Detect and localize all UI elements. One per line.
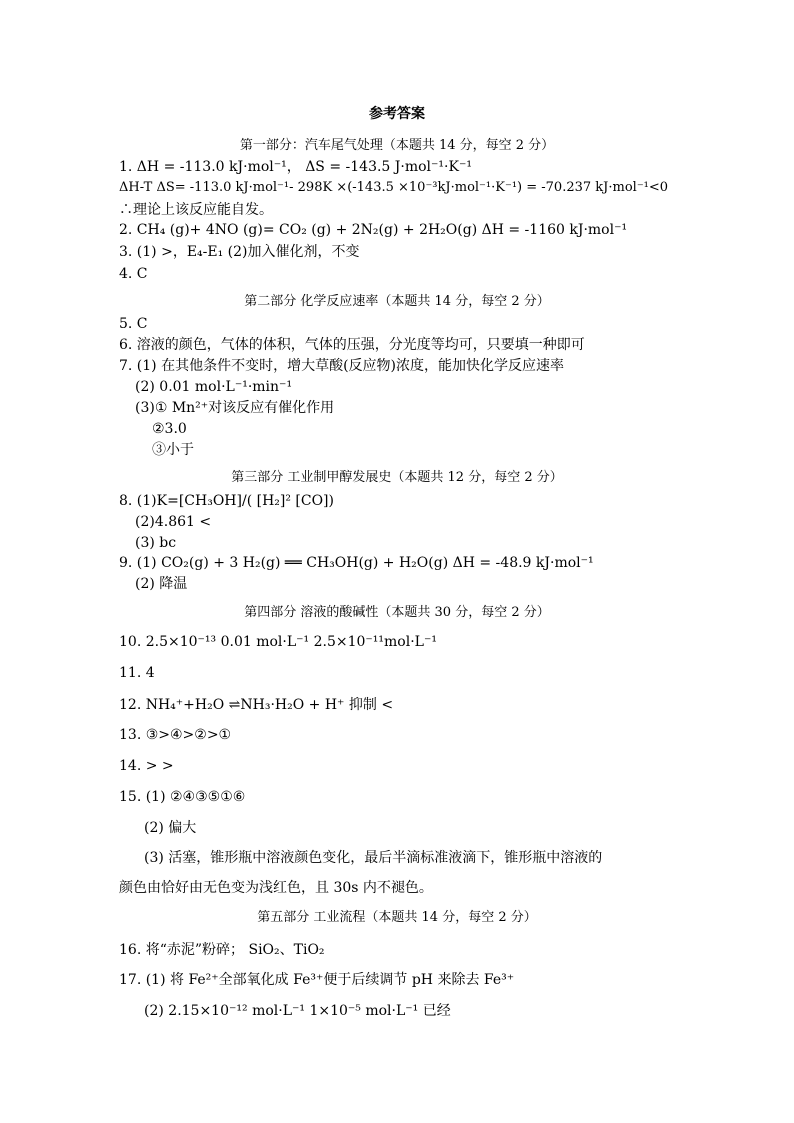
- answer-line: (3) 活塞，锥形瓶中溶液颜色变化，最后半滴标准液滴下，锥形瓶中溶液的: [144, 850, 603, 866]
- answer-line: 3. (1) >，E₄-E₁ (2)加入催化剂，不变: [119, 244, 360, 260]
- answer-line: 5. C: [119, 316, 148, 332]
- answer-line: 11. 4: [119, 665, 155, 681]
- answer-line: 16. 将“赤泥”粉碎； SiO₂、TiO₂: [119, 942, 325, 958]
- answer-line: 17. (1) 将 Fe²⁺全部氧化成 Fe³⁺便于后续调节 pH 来除去 Fe³⁺: [119, 972, 515, 988]
- answer-line: (2) 0.01 mol·L⁻¹·min⁻¹: [135, 379, 293, 395]
- section-2-heading: 第二部分 化学反应速率（本题共 14 分，每空 2 分）: [244, 294, 550, 309]
- answer-line: ③小于: [152, 442, 194, 458]
- answer-line: (2) 偏大: [144, 820, 197, 836]
- answer-line: 9. (1) CO₂(g) + 3 H₂(g) ══ CH₃OH(g) + H₂O(g) ΔH = -48.9 kJ·mol⁻¹: [119, 555, 594, 571]
- answer-line: (3)① Mn²⁺对该反应有催化作用: [135, 400, 335, 416]
- answer-line: 7. (1) 在其他条件不变时，增大草酸(反应物)浓度，能加快化学反应速率: [119, 358, 565, 374]
- answer-line: 15. (1) ②④③⑤①⑥: [119, 789, 246, 805]
- answer-line: (2) 2.15×10⁻¹² mol·L⁻¹ 1×10⁻⁵ mol·L⁻¹ 已经: [144, 1003, 451, 1019]
- answer-line: (2) 降温: [135, 576, 188, 592]
- answer-line: ΔH-T ΔS= -113.0 kJ·mol⁻¹- 298K ×(-143.5 ×10⁻³kJ·mol⁻¹·K⁻¹) = -70.237 kJ·mol⁻¹<0: [119, 180, 669, 195]
- section-1-heading: 第一部分：汽车尾气处理（本题共 14 分，每空 2 分）: [239, 138, 555, 153]
- answer-line: 6. 溶液的颜色，气体的体积，气体的压强，分光度等均可，只要填一种即可: [119, 337, 585, 353]
- answer-line: ②3.0: [152, 421, 187, 437]
- answer-line: (3) bc: [135, 535, 177, 551]
- section-5-heading: 第五部分 工业流程（本题共 14 分，每空 2 分）: [257, 910, 537, 925]
- answer-line: 8. (1)K=[CH₃OH]/( [H₂]² [CO]): [119, 493, 334, 509]
- answer-line: 12. NH₄⁺+H₂O ⇌NH₃·H₂O + H⁺ 抑制 <: [119, 697, 394, 713]
- answer-line: 1. ΔH = -113.0 kJ·mol⁻¹， ΔS = -143.5 J·mol⁻¹·K⁻¹: [119, 159, 472, 175]
- answer-line: 10. 2.5×10⁻¹³ 0.01 mol·L⁻¹ 2.5×10⁻¹¹mol·L⁻¹: [119, 634, 437, 650]
- page-title: 参考答案: [369, 106, 425, 122]
- answer-line: 13. ③>④>②>①: [119, 727, 232, 743]
- answer-line: 2. CH₄ (g)+ 4NO (g)= CO₂ (g) + 2N₂(g) + 2H₂O(g) ΔH = -1160 kJ·mol⁻¹: [119, 222, 628, 238]
- answer-line: ∴理论上该反应能自发。: [119, 202, 273, 218]
- answer-line: 14. > >: [119, 758, 174, 774]
- section-4-heading: 第四部分 溶液的酸碱性（本题共 30 分，每空 2 分）: [244, 605, 550, 620]
- section-3-heading: 第三部分 工业制甲醇发展史（本题共 12 分，每空 2 分）: [231, 470, 563, 485]
- answer-line: 颜色由恰好由无色变为浅红色，且 30s 内不褪色。: [119, 880, 433, 896]
- answer-line: 4. C: [119, 266, 148, 282]
- answer-line: (2)4.861 <: [135, 514, 212, 530]
